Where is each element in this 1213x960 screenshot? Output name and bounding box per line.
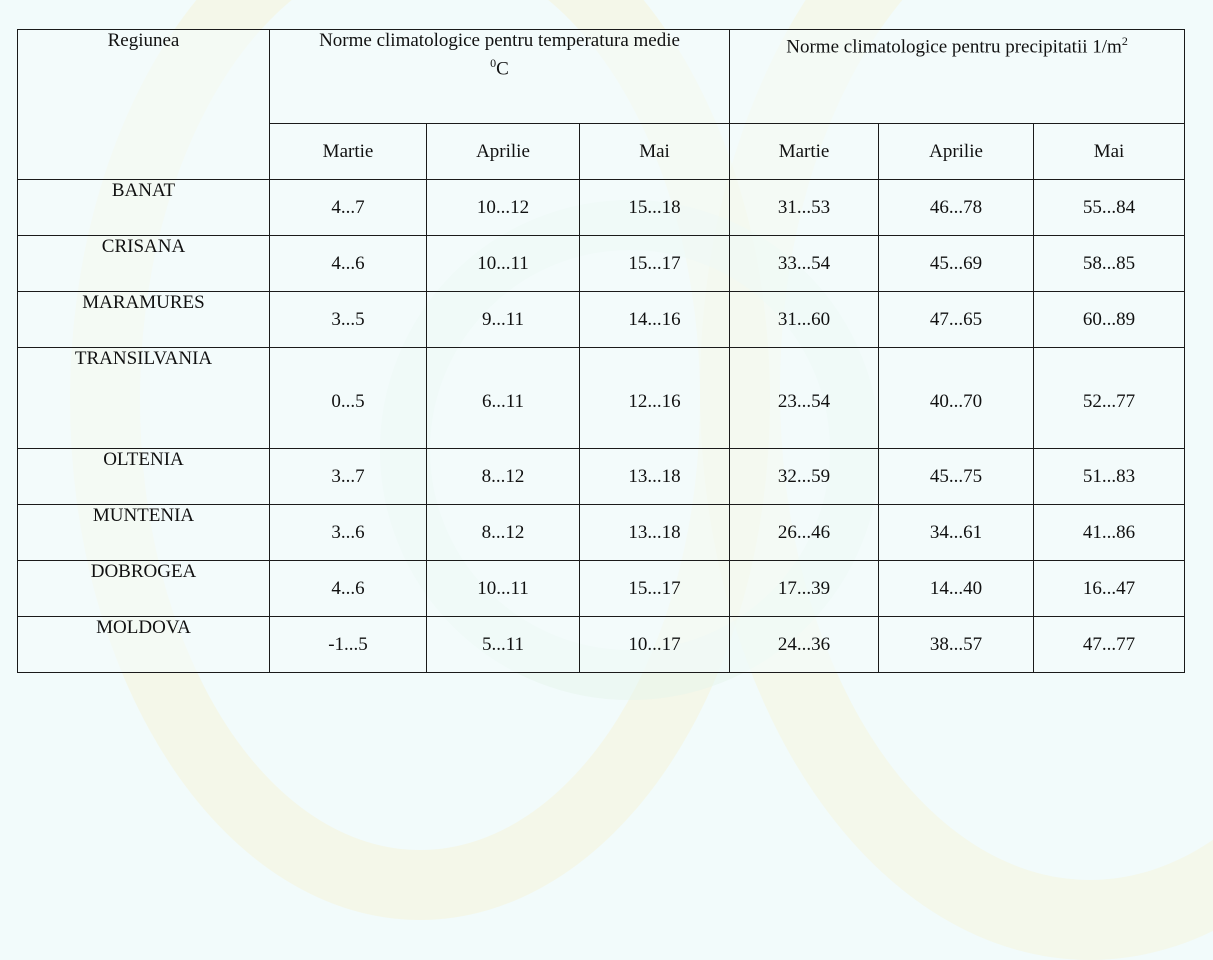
temp-may-cell: 14...16 — [580, 292, 730, 348]
precip-april-cell: 40...70 — [879, 348, 1034, 449]
region-cell: MUNTENIA — [18, 505, 270, 561]
climate-norms-table — [17, 29, 1185, 673]
precip-march-cell: 23...54 — [730, 348, 879, 449]
precip-may-cell: 51...83 — [1034, 449, 1185, 505]
region-cell: TRANSILVANIA — [18, 348, 270, 449]
precip-may-cell: 55...84 — [1034, 180, 1185, 236]
table-row — [18, 449, 1185, 505]
precip-april-cell: 45...69 — [879, 236, 1034, 292]
precip-april-cell: 47...65 — [879, 292, 1034, 348]
temp-may-cell: 13...18 — [580, 449, 730, 505]
temperature-unit-superscript: 0 — [490, 56, 497, 70]
month-header-temp-april: Aprilie — [427, 124, 580, 180]
temp-may-cell: 15...17 — [580, 561, 730, 617]
precipitation-unit-superscript: 2 — [1121, 34, 1128, 48]
table-row — [18, 180, 1185, 236]
temp-april-cell: 8...12 — [427, 449, 580, 505]
temp-may-cell: 13...18 — [580, 505, 730, 561]
header-row-main — [18, 30, 1185, 124]
temp-may-cell: 10...17 — [580, 617, 730, 673]
table-row — [18, 236, 1185, 292]
month-header-precip-may: Mai — [1034, 124, 1185, 180]
region-cell: DOBROGEA — [18, 561, 270, 617]
precip-may-cell: 16...47 — [1034, 561, 1185, 617]
temp-april-cell: 9...11 — [427, 292, 580, 348]
temp-march-cell: 4...6 — [270, 236, 427, 292]
month-header-precip-march: Martie — [730, 124, 879, 180]
precip-march-cell: 32...59 — [730, 449, 879, 505]
temp-march-cell: 3...5 — [270, 292, 427, 348]
table-row — [18, 505, 1185, 561]
precip-may-cell: 47...77 — [1034, 617, 1185, 673]
precip-march-cell: 31...53 — [730, 180, 879, 236]
temp-april-cell: 10...11 — [427, 236, 580, 292]
precip-may-cell: 60...89 — [1034, 292, 1185, 348]
temperature-header-text: Norme climatologice pentru temperatura medie — [319, 30, 680, 51]
precip-april-cell: 14...40 — [879, 561, 1034, 617]
precipitation-group-header — [730, 30, 1185, 124]
temperature-group-header — [270, 30, 730, 124]
region-cell: BANAT — [18, 180, 270, 236]
region-cell: OLTENIA — [18, 449, 270, 505]
region-column-header: Regiunea — [18, 30, 270, 180]
precip-may-cell: 52...77 — [1034, 348, 1185, 449]
temp-may-cell: 15...17 — [580, 236, 730, 292]
temp-april-cell: 10...11 — [427, 561, 580, 617]
temp-march-cell: 4...7 — [270, 180, 427, 236]
table-row — [18, 348, 1185, 449]
precip-april-cell: 46...78 — [879, 180, 1034, 236]
month-header-temp-may: Mai — [580, 124, 730, 180]
table-row — [18, 292, 1185, 348]
temp-may-cell: 12...16 — [580, 348, 730, 449]
precipitation-header-text: Norme climatologice pentru precipitatii 1/m — [786, 36, 1122, 58]
temp-april-cell: 5...11 — [427, 617, 580, 673]
temp-april-cell: 10...12 — [427, 180, 580, 236]
precip-march-cell: 31...60 — [730, 292, 879, 348]
temp-april-cell: 6...11 — [427, 348, 580, 449]
region-cell: MOLDOVA — [18, 617, 270, 673]
precip-march-cell: 33...54 — [730, 236, 879, 292]
temp-april-cell: 8...12 — [427, 505, 580, 561]
precip-april-cell: 38...57 — [879, 617, 1034, 673]
table-row — [18, 617, 1185, 673]
temp-may-cell: 15...18 — [580, 180, 730, 236]
precip-march-cell: 24...36 — [730, 617, 879, 673]
table-row — [18, 561, 1185, 617]
precip-april-cell: 34...61 — [879, 505, 1034, 561]
precip-may-cell: 41...86 — [1034, 505, 1185, 561]
precip-march-cell: 17...39 — [730, 561, 879, 617]
month-header-precip-april: Aprilie — [879, 124, 1034, 180]
precip-march-cell: 26...46 — [730, 505, 879, 561]
region-cell: MARAMURES — [18, 292, 270, 348]
month-header-temp-march: Martie — [270, 124, 427, 180]
precip-april-cell: 45...75 — [879, 449, 1034, 505]
temp-march-cell: 3...7 — [270, 449, 427, 505]
temp-march-cell: 3...6 — [270, 505, 427, 561]
precip-may-cell: 58...85 — [1034, 236, 1185, 292]
temp-march-cell: 0...5 — [270, 348, 427, 449]
region-cell: CRISANA — [18, 236, 270, 292]
temp-march-cell: 4...6 — [270, 561, 427, 617]
temp-march-cell: -1...5 — [270, 617, 427, 673]
temperature-unit: C — [496, 58, 509, 80]
